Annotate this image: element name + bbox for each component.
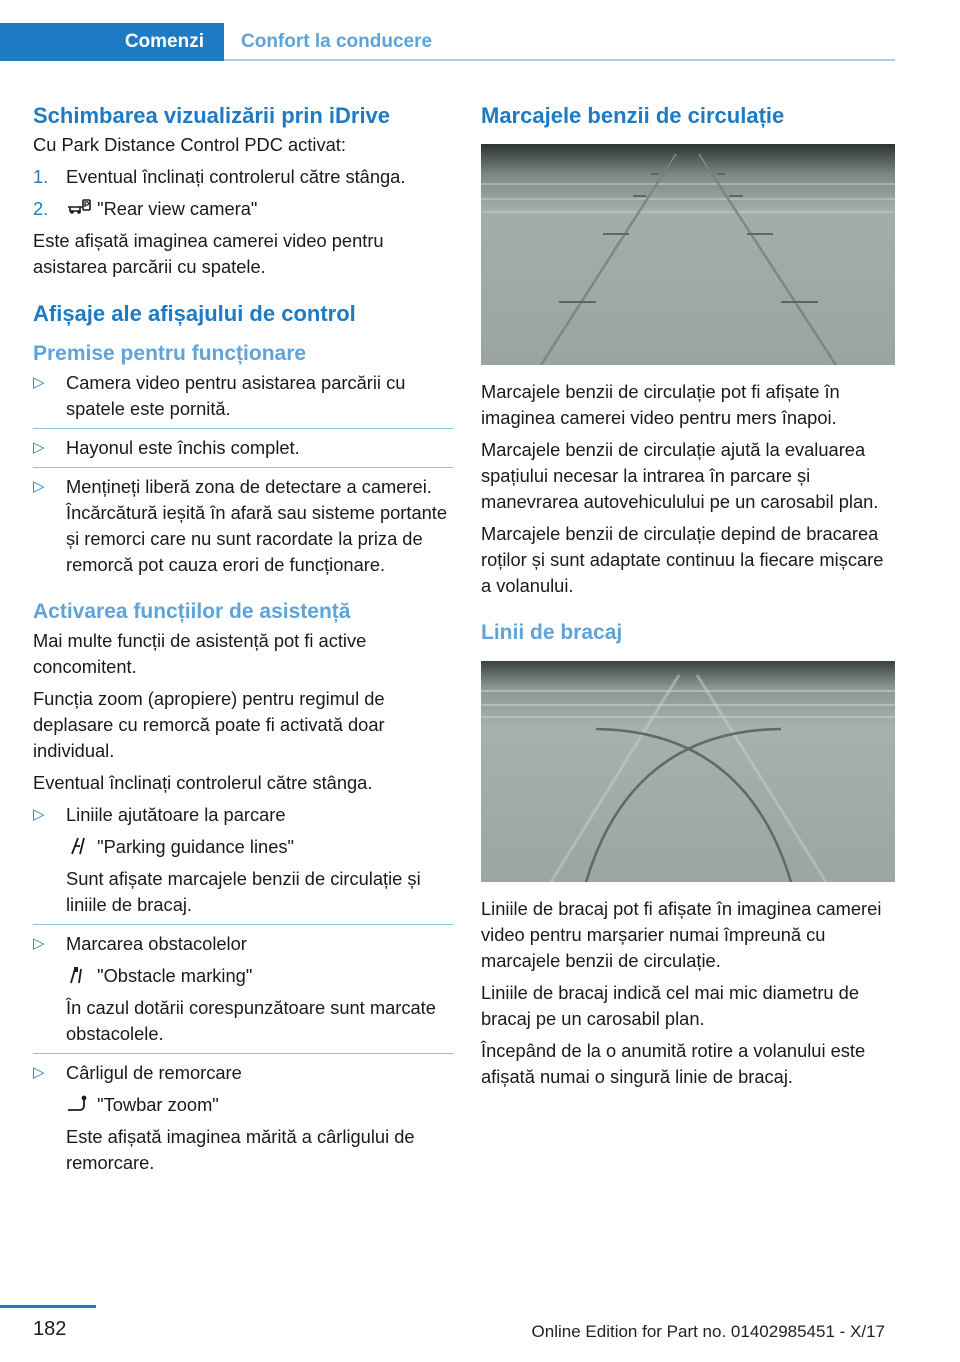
pdc-active-text: Cu Park Distance Control PDC activat: xyxy=(33,134,346,155)
step-item xyxy=(33,164,453,190)
step-number: 2. xyxy=(33,198,49,219)
heading-activate-assist: Activarea funcțiilor de asistență xyxy=(33,600,351,623)
heading-lane-markings: Marcajele benzii de circulație xyxy=(481,103,785,128)
zoom-text: Funcția zoom (apropiere) pentru regimul de deplasare cu remorcă poate fi activată doar individual. xyxy=(33,688,385,761)
step-item xyxy=(33,196,453,222)
function-label-row xyxy=(66,1092,453,1118)
list-item xyxy=(33,435,453,468)
parking-lines-icon xyxy=(66,836,92,856)
step-text: Eventual înclinați controlerul către stânga. xyxy=(66,166,406,187)
towbar-icon xyxy=(66,1094,92,1114)
functions-list xyxy=(33,802,453,1182)
list-item xyxy=(33,802,453,925)
heading-change-view: Schimbarea vizualizării prin iDrive xyxy=(33,103,391,128)
function-desc: Sunt afișate marcajele benzii de circulație și liniile de bracaj. xyxy=(66,868,421,915)
triangle-bullet-icon: ▷ xyxy=(33,1064,45,1081)
tab-underline xyxy=(224,59,895,61)
rear-shown-text: Este afișată imaginea camerei video pentru asistarea parcării cu spatele. xyxy=(33,230,384,277)
function-label: "Obstacle marking" xyxy=(97,965,253,986)
function-label: "Parking guidance lines" xyxy=(97,836,295,857)
list-item xyxy=(33,1060,453,1182)
tab-comenzi[interactable]: Comenzi xyxy=(0,23,224,61)
header-tabs xyxy=(0,23,895,61)
lane-p2: Marcajele benzii de circulație ajută la evaluarea spațiului necesar la intrarea în parcare și manevrarea autovehiculului pe un carosabil plan. xyxy=(481,439,879,512)
list-item xyxy=(33,931,453,1054)
function-label-row xyxy=(66,834,453,860)
list-item-text: Camera video pentru asistarea parcării cu spatele este pornită. xyxy=(66,372,406,419)
list-item-text: Hayonul este închis complet. xyxy=(66,437,300,458)
function-title: Cârligul de remorcare xyxy=(66,1062,242,1083)
function-desc: Este afișată imaginea mărită a cârligului de remorcare. xyxy=(66,1126,415,1173)
rear-camera-icon xyxy=(66,198,92,218)
triangle-bullet-icon: ▷ xyxy=(33,439,45,456)
turn-p3: Începând de la o anumită rotire a volanului este afișată numai o singură linie de bracaj. xyxy=(481,1040,866,1087)
steps-list xyxy=(33,164,453,222)
turning-lines-image xyxy=(481,661,895,882)
function-label-row xyxy=(66,963,453,989)
heading-turning-lines: Linii de bracaj xyxy=(481,621,623,644)
triangle-bullet-icon: ▷ xyxy=(33,935,45,952)
heading-control-display: Afișaje ale afișajului de control xyxy=(33,301,356,326)
list-item-text: Mențineți liberă zona de detectare a camerei. Încărcătură ieșită în afară sau sisteme portante și remorci care nu sunt racordate la priza de remorcă pot cauza erori de funcționare. xyxy=(66,476,448,575)
obstacle-marking-icon xyxy=(66,965,92,985)
function-desc: În cazul dotării corespunzătoare sunt marcate obstacolele. xyxy=(66,997,436,1044)
heading-prerequisites: Premise pentru funcționare xyxy=(33,342,307,365)
function-title: Liniile ajutătoare la parcare xyxy=(66,804,286,825)
list-item xyxy=(33,370,453,429)
page-number: 182 xyxy=(33,1318,67,1340)
step-text: "Rear view camera" xyxy=(97,198,258,219)
turn-p1: Liniile de bracaj pot fi afișate în imaginea camerei video pentru marșarier numai împreună cu marcajele benzii de circulație. xyxy=(481,898,882,971)
triangle-bullet-icon: ▷ xyxy=(33,374,45,391)
right-column xyxy=(481,100,895,1096)
footer-rule xyxy=(0,1305,96,1308)
function-label: "Towbar zoom" xyxy=(97,1094,219,1115)
edition-text: Online Edition for Part no. 01402985451 - X/17 xyxy=(531,1322,885,1341)
lane-p3: Marcajele benzii de circulație depind de bracarea roților și sunt adaptate continuu la fiecare mișcare a volanului. xyxy=(481,523,884,596)
tilt-text: Eventual înclinați controlerul către stânga. xyxy=(33,772,373,793)
list-item xyxy=(33,474,453,584)
lane-p1: Marcajele benzii de circulație pot fi afișate în imaginea camerei video pentru mers înapoi. xyxy=(481,381,840,428)
triangle-bullet-icon: ▷ xyxy=(33,478,45,495)
multi-text: Mai multe funcții de asistență pot fi active concomitent. xyxy=(33,630,367,677)
left-column xyxy=(33,100,453,1188)
function-title: Marcarea obstacolelor xyxy=(66,933,247,954)
turn-p2: Liniile de bracaj indică cel mai mic diametru de bracaj pe un carosabil plan. xyxy=(481,982,859,1029)
step-number: 1. xyxy=(33,166,49,187)
lane-markings-image xyxy=(481,144,895,365)
triangle-bullet-icon: ▷ xyxy=(33,806,45,823)
prereq-list xyxy=(33,370,453,584)
tab-confort-la-conducere[interactable]: Confort la conducere xyxy=(241,31,433,52)
